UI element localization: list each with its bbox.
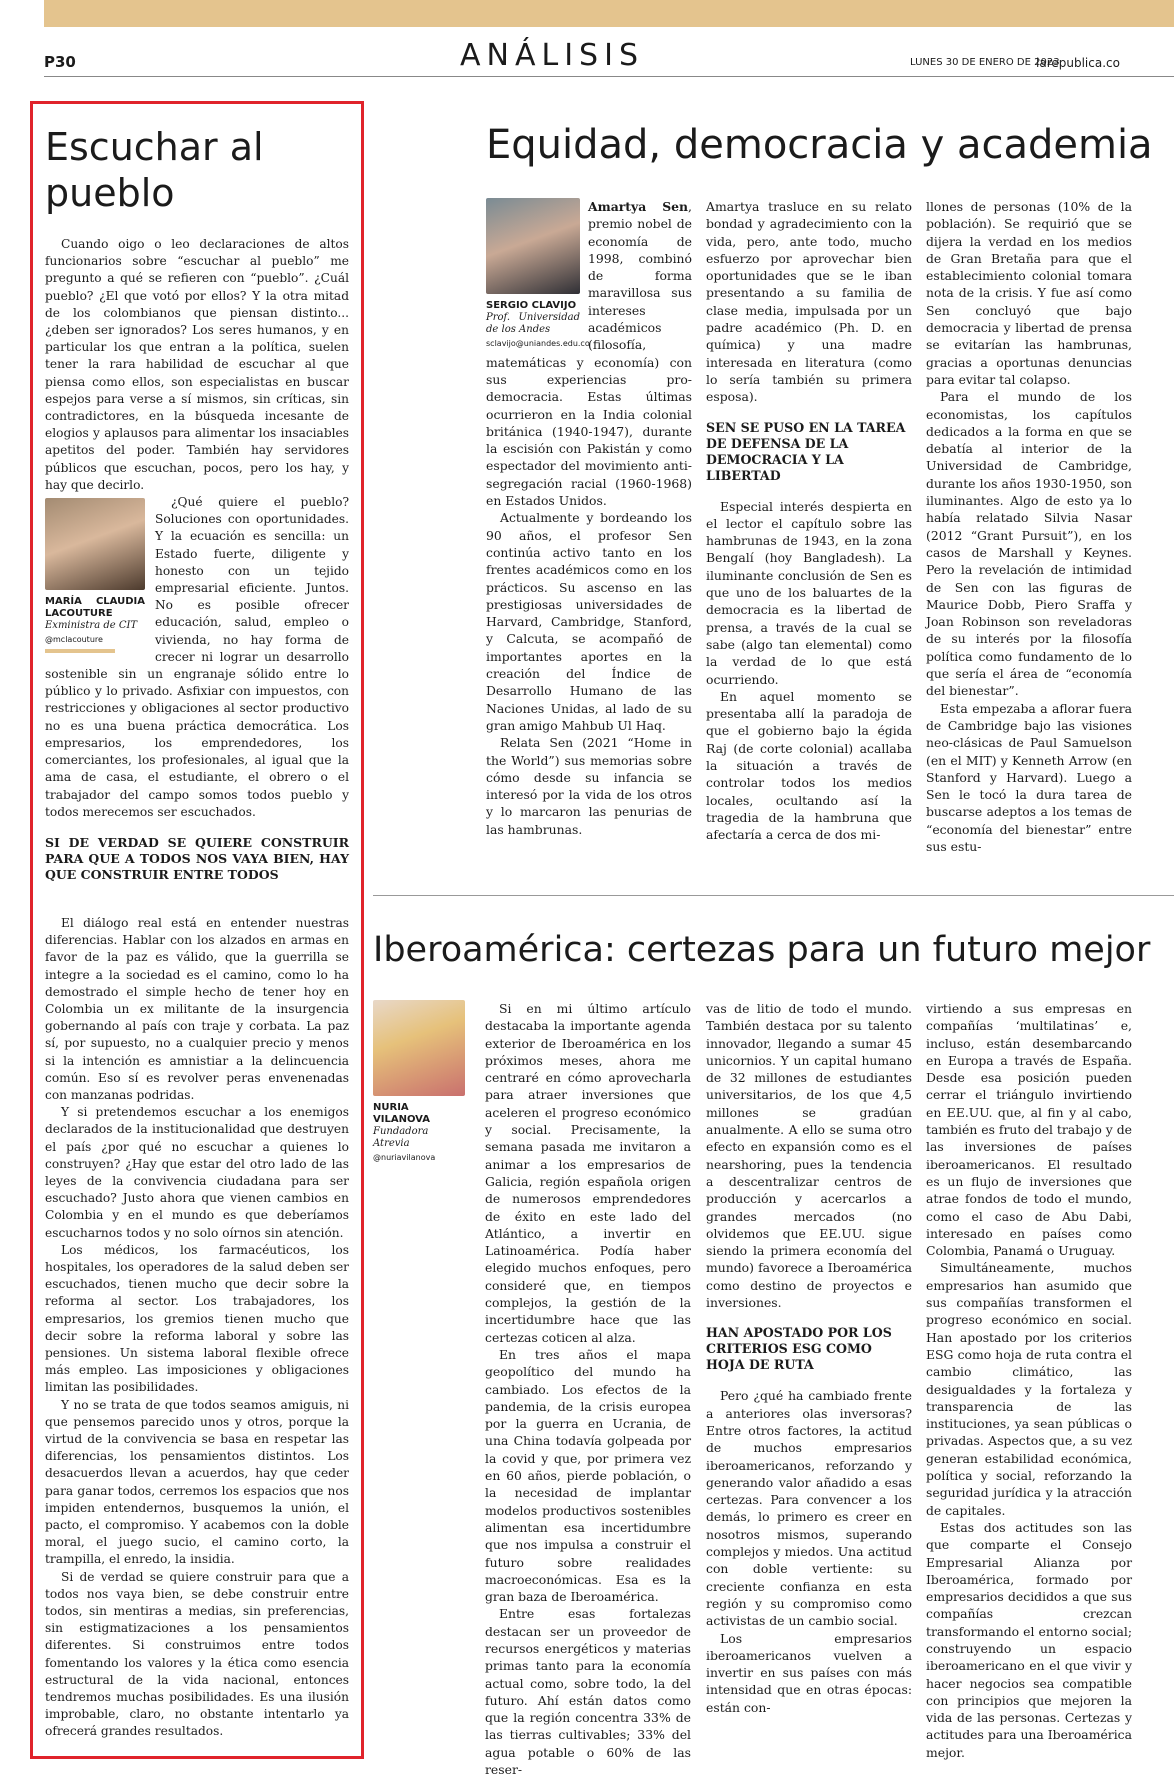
left-article <box>30 101 364 1759</box>
paragraph: Amartya trasluce en su relato bondad y agradecimiento con la vida, pero, ante todo, mucho esfuerzo por aprovechar bien oportunidades que se le iban presentando a su familia de clase media, impulsada por un padre académico (Ph. D. en química) y una madre interesada en literatura (como lo sería también su primera esposa). <box>706 199 912 405</box>
author-handle: @mclacouture <box>45 635 103 645</box>
iberoamerica-title: Iberoamérica: certezas para un futuro mejor <box>373 930 1151 970</box>
paragraph: Relata Sen (2021 “Home in the World”) sus memorias sobre cómo desde su infancia se interesó por la vida de los otros y lo marcaron las penurias de las hambrunas. <box>486 735 692 837</box>
header-divider <box>44 76 1174 77</box>
paragraph: Y si pretendemos escuchar a los enemigos declarados de la institucionalidad que destruyen el país ¿por qué no escuchar a quienes lo construyen? ¿Hay que estar del otro lado de las leyes de la convivencia ciudadana para ser escuchado? Justo ahora que vienen cambios en Colombia y en el mundo es que deberíamos escucharnos todos y no solo oírnos sin atención. <box>45 1105 349 1240</box>
author-role: Exministra de CIT <box>45 620 138 632</box>
author-photo <box>45 498 145 590</box>
paragraph: Si de verdad se quiere construir para que a todos nos vaya bien, se debe construir entre todos, sin mentiras a medias, sin preferencias, sin estigmatizaciones a los pensamientos diferentes. Si construimos entre todos fomentando los valores y la ética como esencia estructural de la vida nacional, entonces tendremos muchas posibilidades. Es una ilusión improbable, claro, no obstante intentarlo ya ofrecerá grandes resultados. <box>45 1569 349 1739</box>
paragraph: Esta empezaba a aflorar fuera de Cambridge bajo las visiones neo-clásicas de Paul Samuelson (en el MIT) y Kenneth Arrow (en Stanford y Harvard). Luego a Sen le tocó la dura tarea de buscarse adeptos a los temas de “economía del bienestar” entre sus estu- <box>926 700 1132 854</box>
equidad-column-1 <box>486 198 692 838</box>
iberoamerica-article <box>373 1000 1163 1778</box>
paragraph: Simultáneamente, muchos empresarios han asumido que sus compañías transformen el progreso económico en social. Han apostado por los criterios ESG como hoja de ruta contra el cambio climático, las desigualdades y la fortaleza y transparencia de las instituciones, ya sean públicas o privadas. Aspectos que, a su vez generan estabilidad económica, política y social, reforzando la seguridad jurídica y la atracción de capitales. <box>926 1260 1132 1518</box>
paragraph: Y no se trata de que todos seamos amiguis, ni que pensemos parecido unos y otros, porque la virtud de la convivencia se basa en respetar las diferencias, los pensamientos distintos. Los desacuerdos llevan a acuerdos, hay que ceder para ganar todos, cerremos los espacios que nos impiden entendernos, busquemos la unión, el pacto, el compromiso. Y acabemos con la doble moral, el juego sucio, el camino corto, la trampilla, el enredo, la insidia. <box>45 1397 349 1567</box>
paragraph: llones de personas (10% de la población). Se requirió que se dijera la verdad en los medios de Gran Bretaña para que el establecimiento colonial tomara nota de la crisis. Y fue así como Sen concluyó que bajo democracia y libertad de prensa se evitarían las hambrunas, gracias a oportunas denuncias para evitar tal colapso. <box>926 199 1132 387</box>
section-title: ANÁLISIS <box>460 38 644 73</box>
author-role: Fundadora Atrevia <box>373 1126 429 1149</box>
paragraph: Entre esas fortalezas destacan ser un proveedor de recursos energéticos y materias primas tanto para la economía actual como, sobre todo, la del futuro. Ahí están datos como que la región concentra 33% de las tierras cultivables; 33% del agua potable o 60% de las reser- <box>485 1606 691 1778</box>
paragraph: Estas dos actitudes son las que comparte el Consejo Empresarial Alianza por Iberoamérica, formado por empresarios decididos a que sus compañías crezcan transformando el entorno social; construyendo un espacio iberoamericano en el que vivir y hacer negocios sea compatible con principios que mejoren la vida de las personas. Certezas y actitudes para una Iberoamérica mejor. <box>926 1519 1132 1760</box>
top-color-band <box>44 0 1174 27</box>
lead-name: Amartya Sen <box>588 199 689 214</box>
page-number: P30 <box>44 53 76 71</box>
left-article-title: Escuchar al pueblo <box>45 125 264 215</box>
paragraph: Actualmente y bordeando los 90 años, el profesor Sen continúa activo tanto en los frentes académicos como en los prácticos. Su ascenso en las prestigiosas universidades de Harvard, Cambridge, Stanford, y Calcuta, se acompañó de importantes aportes en la creación del Índice de Desarrollo Humano de las Naciones Unidas, al lado de su gran amigo Mahbub Ul Haq. <box>486 510 692 733</box>
iberoamerica-author <box>373 1000 465 1163</box>
iberoamerica-column-3 <box>926 1000 1132 1761</box>
left-article-body <box>45 236 349 1741</box>
author-box <box>45 498 145 653</box>
equidad-article <box>486 198 1142 870</box>
equidad-subhead: SEN SE PUSO EN LA TAREA DE DEFENSA DE LA DEMOCRACIA Y LA LIBERTAD <box>706 419 906 483</box>
iberoamerica-column-1 <box>485 1000 691 1778</box>
author-role: Prof. Universidad de los Andes <box>486 312 580 335</box>
author-accent-bar <box>45 649 115 653</box>
equidad-title: Equidad, democracia y academia <box>486 122 1153 168</box>
paragraph: Para el mundo de los economistas, los capítulos dedicados a la forma en que se debatía al interior de la Universidad de Cambridge, durante los años 1930-1950, son iluminantes. Algo de esto ya lo había relatado Silvia Nasar (2012 “Grant Pursuit”), en los casos de Marshall y Keynes. Pero la revelación de intimidad de Sen con las figuras de Maurice Dobb, Piero Sraffa y Joan Robinson son reveladoras de su interés por la filosofía política como fundamento de lo que sería el área de “economía del bienestar”. <box>926 389 1132 699</box>
paragraph: En aquel momento se presentaba allí la paradoja de que el gobierno bajo la égida Raj (de corte colonial) acallaba la situación a través de controlar todos los medios locales, ocultando así la tragedia de la hambruna que afectaría a cerca de dos mi- <box>706 688 912 843</box>
paragraph: El diálogo real está en entender nuestras diferencias. Hablar con los alzados en armas en favor de la paz es válido, que la guerrilla se integre a la sociedad es el camino, como lo ha demostrado el simple hecho de tener hoy en Colombia un ex militante de la insurgencia gobernando al país con traje y corbata. La paz sí, por supuesto, no a cualquier precio y menos si la intención es amnistiar a la delincuencia común. Eso sí es revolver peras envenenadas con manzanas podridas. <box>45 915 349 1102</box>
section-divider <box>373 895 1174 896</box>
lead-text: , premio nobel de economía de 1998, combinó de forma maravillosa sus intereses académicos (filosofía, matemáticas y economía) con sus experiencias pro-democracia. Estas últimas ocurrieron en la India colonial británica (1940-1947), durante la escisión con Pakistán y como espectador del movimiento anti-segregación racial (1960-1968) en Estados Unidos. <box>486 199 692 509</box>
paragraph: ¿Qué quiere el pueblo? Soluciones con oportunidades. Y la ecuación es sencilla: un Estado fuerte, diligente y honesto con un tejido empresarial eficiente. Juntos. No es posible ofrecer educación, salud, empleo o vivienda, no hay forma de crecer ni lograr un desarrollo sostenible sin un engranaje sólido entre lo público y lo privado. Asfixiar con impuestos, con restricciones y obligaciones al sector productivo no es una buena práctica democrática. Los empresarios, los emprendedores, los comerciantes, los profesionales, al igual que la ama de casa, el estudiante, el obrero o el trabajador del campo somos todos pueblo y todos merecemos ser escuchados. <box>45 495 349 819</box>
paragraph: Cuando oigo o leo declaraciones de altos funcionarios sobre “escuchar al pueblo” me pregunto a qué se refieren con “pueblo”. ¿Cuál pueblo? ¿El que votó por ellos? Y la otra mitad de los colombianos que piensan distinto... ¿deben ser ignorados? Los seres humanos, y en particular los que entran a la política, suelen tener la rara habilidad de escuchar al que piensa como ellos, son especialistas en buscar espejos para verse a sí mismos, sin críticas, sin contradictores, en la búsqueda incesante de elogios y aplausos para alimentar los insaciables apetitos del poder. También hay servidores públicos que escuchan, pocos, pero los hay, y hay que decirlo. <box>45 237 349 492</box>
paragraph: En tres años el mapa geopolítico del mundo ha cambiado. Los efectos de la pandemia, de la crisis europea por la guerra en Ucrania, de una China todavía golpeada por la covid y que, por primera vez en 60 años, pierde población, o la necesidad de implantar modelos productivos sostenibles alimentan esa incertidumbre que nos impulsa a construir el futuro sobre realidades macroeconómicas. Esa es la gran baza de Iberoamérica. <box>485 1346 691 1605</box>
iberoamerica-column-2 <box>706 1000 912 1716</box>
author-handle: sclavijo@uniandes.edu.co <box>486 339 590 348</box>
author-handle: @nuriavilanova <box>373 1153 436 1162</box>
equidad-column-3 <box>926 198 1132 855</box>
paragraph: Los empresarios iberoamericanos vuelven a invertir en sus países con más intensidad que en otras épocas: están con- <box>706 1630 912 1715</box>
paragraph: Los médicos, los farmacéuticos, los hospitales, los operadores de la salud deben ser escuchados, tienen mucho que decir sobre la reforma al sector. Los trabajadores, los empresarios, los gremios tienen mucho que decir sobre la reforma laboral y sobre las pensiones. Un sistema laboral flexible ofrece más empleo. Las imposiciones y obligaciones limitan las posibilidades. <box>45 1242 349 1395</box>
author-name: SERGIO CLAVIJO <box>486 300 577 311</box>
author-box <box>486 198 590 349</box>
author-photo <box>486 198 580 294</box>
left-subhead: SI DE VERDAD SE QUIERE CONSTRUIR PARA QUE A TODOS NOS VAYA BIEN, HAY QUE CONSTRUIR ENTRE TODOS <box>45 834 349 882</box>
site-name: larepublica.co <box>1036 56 1120 70</box>
issue-date: LUNES 30 DE ENERO DE 2023 <box>910 57 1060 68</box>
equidad-column-2 <box>706 198 912 844</box>
paragraph: Pero ¿qué ha cambiado frente a anteriores olas inversoras? Entre otros factores, la actitud de muchos empresarios iberoamericanos, reforzando y generando valor añadido a esas certezas. Para convencer a los demás, lo primero es creer en nosotros mismos, superando complejos y miedos. Una actitud con doble vertiente: su creciente confianza en esta región y su compromiso como activistas de un cambio social. <box>706 1388 912 1629</box>
author-photo <box>373 1000 465 1096</box>
paragraph: Especial interés despierta en el lector el capítulo sobre las hambrunas de 1943, en la zona Bengalí (hoy Bangladesh). La iluminante conclusión de Sen es que uno de los baluartes de la democracia es la libertad de prensa, a través de la cual se sabe (algo tan elemental) como la verdad de lo que está ocurriendo. <box>706 498 912 687</box>
paragraph: vas de litio de todo el mundo. También destaca por su talento innovador, llegando a sumar 45 unicornios. Y un capital humano de 32 millones de estudiantes universitarios, de los que 4,5 millones se gradúan anualmente. A ello se suma otro efecto en expansión como es el nearshoring, pues la tendencia a descentralizar centros de producción y acercarlos a grandes mercados (no olvidemos que EE.UU. sigue siendo la primera economía del mundo) favorece a Iberoamérica como destino de proyectos e inversiones. <box>706 1001 912 1311</box>
author-name: NURIA VILANOVA <box>373 1102 430 1125</box>
author-name: MARÍA CLAUDIA LACOUTURE <box>45 596 145 620</box>
paragraph: virtiendo a sus empresas en compañías ‘multilatinas’ e, incluso, están desembarcando en Europa a través de España. Desde esa posición pueden cerrar el triángulo invirtiendo en EE.UU. que, al fin y al cabo, también es fruto del trabajo y de las inversiones de países iberoamericanos. El resultado es un flujo de inversiones que atrae fondos de todo el mundo, como el caso de Abu Dabi, interesado en países como Colombia, Panamá o Uruguay. <box>926 1001 1132 1259</box>
iberoamerica-subhead: HAN APOSTADO POR LOS CRITERIOS ESG COMO HOJA DE RUTA <box>706 1325 892 1373</box>
paragraph: Si en mi último artículo destacaba la importante agenda exterior de Iberoamérica en los próximos meses, ahora me centraré en cómo aprovecharla para atraer inversiones que aceleren el progreso económico y social. Precisamente, la semana pasada me invitaron a animar a los empresarios de Galicia, región española origen de numerosos emprendedores de éxito en este lado del Atlántico, a invertir en Latinoamérica. Podía haber elegido muchos enfoques, pero consideré que, en tiempos complejos, la gestión de la incertidumbre hace que las certezas coticen al alza. <box>485 1001 691 1345</box>
